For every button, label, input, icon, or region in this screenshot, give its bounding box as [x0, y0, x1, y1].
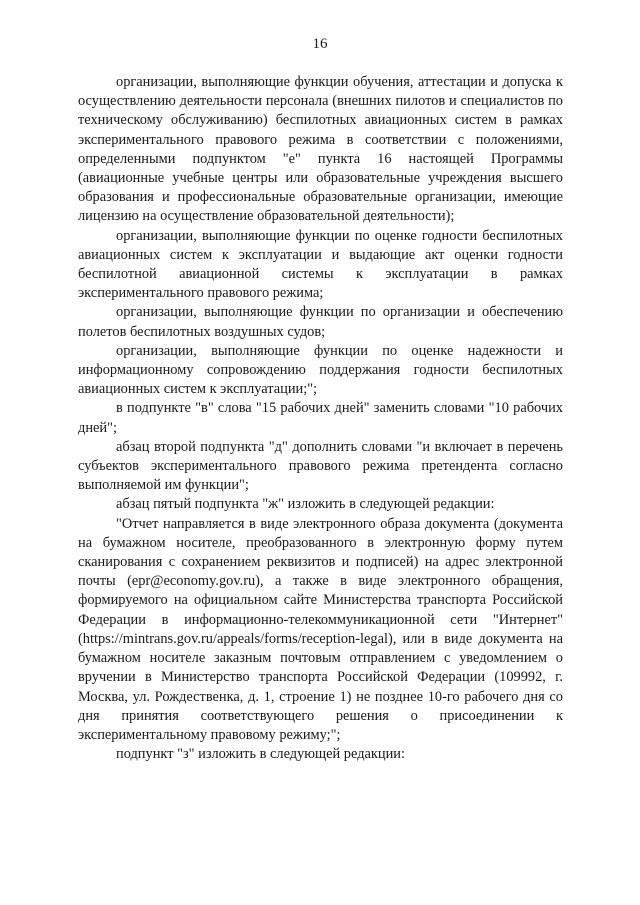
- paragraph-training-organizations: организации, выполняющие функции обучения, аттестации и допуска к осуществлению деятельности персонала (внешних пилотов и специалистов по техническому обслуживанию) беспилотных авиационных систем в рамках экспериментального правового режима в соответствии с положениями, определенными подпунктом "е" пункта 16 настоящей Программы (авиационные учебные центры или образовательные учреждения высшего образования и профессиональные образовательные организации, имеющие лицензию на осуществление образовательной деятельности);: [78, 74, 563, 225]
- paragraph-report-submission: "Отчет направляется в виде электронного образа документа (документа на бумажном носителе, преобразованного в электронную форму путем сканирования с сохранением реквизитов и подписей) на адрес электронной почты (epr@economy.gov.ru), а также в виде электронного обращения, формируемого на официальном сайте Министерства транспорта Российской Федерации в информационно-телекоммуникационной сети "Интернет" (https://mintrans.gov.ru/appeals/forms/reception-legal), или в виде документа на бумажном носителе заказным почтовым отправлением с уведомлением о вручении в Министерство транспорта Российской Федерации (109992, г. Москва, ул. Рождественка, д. 1, строение 1) не позднее 10-го рабочего дня со дня принятия соответствующего решения о присоединении к экспериментальному правовому режиму;";: [78, 515, 563, 743]
- paragraph-airworthiness-assessment: организации, выполняющие функции по оценке годности беспилотных авиационных систем к эксплуатации и выдающие акт оценки годности беспилотной авиационной системы к эксплуатации в рамках экспериментального правового режима;: [78, 227, 563, 302]
- paragraph-subpoint-v: в подпункте "в" слова "15 рабочих дней" заменить словами "10 рабочих дней";: [78, 400, 563, 436]
- document-body: [78, 73, 563, 764]
- page-number: 16: [312, 36, 328, 52]
- paragraph-subpoint-zh-intro: абзац пятый подпункта "ж" изложить в следующей редакции:: [116, 496, 495, 513]
- paragraph-flight-organization: организации, выполняющие функции по организации и обеспечению полетов беспилотных воздушных судов;: [78, 304, 563, 340]
- paragraph-subpoint-z-intro: подпункт "з" изложить в следующей редакции:: [116, 746, 406, 763]
- paragraph-reliability-assessment: организации, выполняющие функции по оценке надежности и информационному сопровождению поддержания годности беспилотных авиационных систем к эксплуатации;";: [78, 342, 563, 398]
- paragraph-subpoint-d: абзац второй подпункта "д" дополнить словами "и включает в перечень субъектов экспериментального правового режима претендента согласно выполняемой им функции";: [78, 438, 563, 494]
